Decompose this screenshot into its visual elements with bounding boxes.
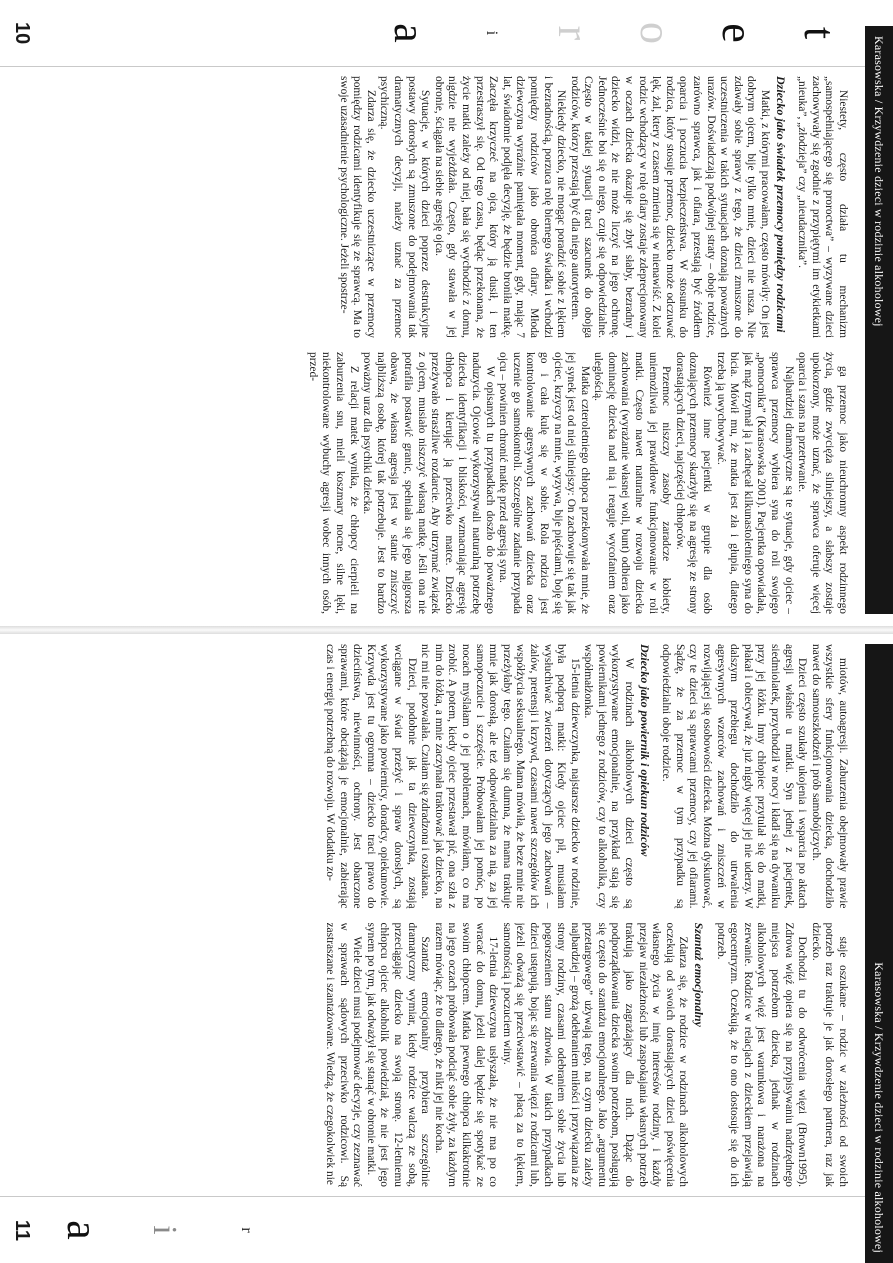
theme-letter: a xyxy=(385,23,434,43)
section-heading: Dziecko jako świadek przemocy pomiędzy rodzicami xyxy=(773,76,788,333)
theme-letter: r xyxy=(549,25,598,41)
text-columns xyxy=(22,644,849,1187)
paragraph: Z relacji matek wynika, że chłopcy cierpieli na zaburzenia snu, mieli koszmary nocne, silne lęki, niekontrolowane wybuchy agresji wobec innych osób, przed- xyxy=(306,352,360,614)
running-header: Karasowska / Krzywdzenie dzieci w rodzinie alkoholowej xyxy=(865,644,893,1263)
paragraph: Wiele dzieci musi podejmować decyzje, czy zeznawać w sprawach sądowych przeciwko rodzicowi. Są zastraszane i szantażowane. Wiedzą, że czegokolwiek nie xyxy=(324,922,364,1187)
left-page xyxy=(0,0,893,626)
paragraph: ga przemoc jako nieuchronny aspekt rodzinnego życia, gdzie zwycięża silniejszy, a słabszy zostaje upokorzony, może uznać, że sprawca oferuje więcej oparcia i szans na przetrwanie. xyxy=(796,352,849,614)
page-number: 11 xyxy=(11,1219,33,1241)
paragraph: Matka czteroletniego chłopca przekonywała mnie, że jej synek jest od niej silniejszy: On zachowuje się tak jak ojciec, krzyczy na mnie, wyzywa, bije pięściami, boję się go i cała kulę się w sobie. Rola rodzica jest kontrolowanie agresywnych zachowań dziecka oraz uczenie go samokontroli. Szczególne zadanie przypada ojcu – powinien chronić matkę przed agresją syna. xyxy=(497,352,591,614)
paragraph: Zdarza się, że rodzice w rodzinach alkoholowych oczekują od swoich dorastających dzieci poświęcenia własnego życia w imię interesów rodziny, i każdy przejaw niezależności lub zaspokajania własnych potrzeb traktują jako zagrażający dla nich. Dążąc do podporządkowania dziecka swoim potrzebom, posługują się często do szantażu emocjonalnego. Jako „argumentu przetargowego” używają tego, na czym dziecku zależy najbardziej – grożą odebraniem miłości i przywiązania ze strony rodziny, czasami odebraniem sobie życia lub pogorszeniem stanu zdrowia. W takich przypadkach dzieci ustępują, bojąc się zerwania więzi z rodzicami lub, jeżeli odważą się przeciwstawić – płacą za to lękiem, samotnością i poczuciem winy. xyxy=(500,922,690,1187)
theme-letter: o xyxy=(631,22,680,44)
theme-letter: e xyxy=(713,23,762,43)
paragraph: Niestety, często działa tu mechanizm „samospełniającego się proroctwa” – wyzywane dzieci zachowywały się zgodnie z przypiętymi im etykietkami „nieuka”, „złodzieja” czy „nieudacznika”. xyxy=(796,76,849,338)
paragraph: Dzieci często szukały ukojenia i wsparcia po aktach agresji właśnie u matki. Syn jednej z pacjentek, siedmiolatek, przychodził w nocy i kładł się na dywaniku przy jej łóżku. Inny chłopiec przytulał się do matki, płakał i obiecywał, że już nigdy więcej jej nie uderzy. W dalszym przebiegu dochodziło do utrwalenia agresywnych wzorców zachowań i zniszczeń w rozwijającej się osobowości dziecka. Można dyskutować, czy te dzieci są sprawcami przemocy, czy jej ofiarami. Sądzę, że za przemoc w tym przypadku są odpowiedzialni oboje rodzice. xyxy=(660,644,809,909)
paragraph: staje oszukane – rodzic w zależności od swoich potrzeb raz traktuje je jak dorosłego partnera, raz jak dziecko. xyxy=(809,922,849,1187)
paragraph: Szantaż emocjonalny przybiera szczególnie dramatyczny wymiar, kiedy rodzice walczą ze sobą, przeciągając dziecko na swoją stronę. 12-letniemu chłopcu ojciec alkoholik powiedział, że nie jest jego synem po tym, jak odważył się stanąć w obronie matki. xyxy=(364,922,432,1187)
paragraph: Sytuacje, w których dzieci poprzez destrukcyjne postawy dorosłych są zmuszone do podejmowania tak dramatycznych decyzji, należy uznać za przemoc psychiczną. xyxy=(378,76,432,338)
gutter xyxy=(0,626,893,634)
paragraph: Dzieci, podobnie jak ta dziewczynka, zostają wciągane w świat przeżyć i spraw dorosłych, są wykorzystywane jako powiernicy, doradcy, opiekunowie. Krzywda jest tu ogromna – dziecko traci prawo do dzieciństwa, niewinności, ochrony. Jest obarczone sprawami, które obciążają je emocjonalnie, zabierając czas i energię potrzebną do rozwoju. W dodatku zo- xyxy=(324,644,418,909)
paragraph: Przemoc niszczy zasoby zaradcze kobiety, uniemożliwia jej prawidłowe funkcjonowanie w roli matki. Często nawet naturalne w rozwoju dziecka zachowania (wyrażanie własnej woli, bunt) odbiera jako dominację dziecka nad nią i reaguje wycofaniem oraz uległością. xyxy=(592,352,673,614)
theme-letters xyxy=(60,1197,268,1263)
theme-letter: i xyxy=(483,30,500,36)
paragraph: Matki, z którymi pracowałam, często mówiły: On jest dobrym ojcem, bije tylko mnie, dzieci nie rusza. Nie zdawały sobie sprawy z tego, że dzieci zmuszone do uczestniczenia w takich sytuacjach doznają poważnych urazów. Doświadczają podwójnej straty – oboje rodzice, zarówno sprawca, jak i ofiara, przestają być źródłem oparcia i poczucia bezpieczeństwa. W stosunku do rodzica, który stosuje przemoc, dziecko może odczuwać lęk, żal, ktery z czasem zmienia się w nienawiść. Z kolei rodzic wchodzący w rolę ofiary zostaje zdeprecjonowany w oczach dziecka okazuje się zbyt słaby, bezradny i dziecko widzi, że nie może liczyć na jego ochronę. Jednocześnie boi się o niego, czuje się odpowiedzialne. Często w takiej sytuacji traci szacunek do obojga rodziców, którzy przestają być dla niego autorytetem. xyxy=(568,76,772,338)
paragraph: W opisanych tu przypadkach doszło do poważnego naduzycia. Ojcowie wykorzystywali naturalną potrzebę dziecka identyfikacji i bliskości, wzmacniając agresję chłopca i kierując ją przeciwko matce. Dziecko przeżywało strasżliwe rozdarcie. Aby utrzymać związek z ojcem, musiało niszczyć własną matkę. Jeśli ona nie potrafiła postawić granic, spełniała się jego najgorsza obawa, że własna agresja jest w stanie zniszczyć najbliższą osobę, której tak potrzebuje. Jest to bardzo poważny uraz dla psychiki dziecka. xyxy=(361,352,496,614)
theme-letter: t xyxy=(795,26,844,40)
paragraph: miotów, autoagresji. Zaburzenia obejmowały prawie wszystkie sfery funkcjonowania dziecka, dochodziło nawet do samouszkodzeń i prób samobójczych. xyxy=(809,644,849,909)
paragraph: Zdarza się, że dziecko uczestniczące w przemocy pomiędzy rodzicami identyfikuje się ze sprawcą. Ma to swoje uzasadnienie psychologiczne. Jeżeli spostrze- xyxy=(337,76,377,338)
theme-letters xyxy=(385,0,844,66)
right-page xyxy=(0,634,893,1263)
paragraph: Niekiedy dziecko, nie mogąc poradzić sobie z lękiem i bezradnością, porzuca rolę biernego świadka i wchodzi pomiędzy rodziców jako obrońca ofiary. Młoda dziewczyna wyraźnie pamiętała moment, gdy, mając 7 lat, świadomie podjęła decyzję, że będzie broniła matkę. Zaczęła krzyczeć na ojca, który ją dusił, i ten przestraszył się. Od tego czasu, będąc przekonana, że życie matki zależy od niej, bała się wychodzić z domu, nigdzie nie wyjeżdżała. Często, gdy stawała w jej obronie, ściągała na siebie agresję ojca. xyxy=(432,76,568,338)
theme-letter: a xyxy=(58,1220,107,1240)
paragraph: W rodzinach alkoholowych dzieci często są wykorzystywane emocjonalnie, na przykład stają się powiernikami jednego z rodziców, czy to alkoholika, czy współmałżonka. xyxy=(582,644,636,909)
paragraph: Dochodzi tu do odwrócenia więzi (Brown1995). Zdrowa więź opiera się na przypisywaniu nadrzędnego miejsca potrzebom dziecka, jednak w rodzinach alkoholowych więź jest warunkowa i narażona na zerwanie. Rodzice w relacjach z dzieckiem przejawiają egocentryzm. Oczekują, że to ono dostosuje się do ich potrzeb. xyxy=(714,922,809,1187)
theme-letter: i xyxy=(146,1225,183,1235)
theme-letter: r xyxy=(238,1227,255,1233)
text-column xyxy=(22,352,849,614)
paragraph: 15-letnia dziewczynka, najstarsze dziecko w rodzinie, była podporą matki: Kiedy ojciec pił, musiałam wysłuchiwać zwierzeń dotyczących jego zachowań – żalów, pretensji i krzywd, czasami nawet szczegółów ich współżycia seksualnego. Mama mówiła, że beze mnie nie przeżyłaby tego. Czułam się dumna, że mama traktuje mnie jak dorosłą, ale też odpowiedzialna za nią, za jej samopoczucie i szczęście. Próbowałam jej pomóc, po nocach myślałam o jej problemach, mówiłam, co ma zrobić. A potem, kiedy ojciec przestawał pić, ona szła z nim do łóżka, a mnie zaczynała traktować jak dziecko, na nic mi nie pozwalała. Czułam się zdradzona i oszukana. xyxy=(419,644,581,909)
page-number: 10 xyxy=(11,22,33,45)
text-columns xyxy=(22,76,849,614)
theme-sidebar xyxy=(0,0,865,67)
paragraph: Najbardziej dramatyczne są te sytuacje, gdy ojciec – sprawca przemocy wybiera syna do roli swojego „pomocnika” (Karasowska 2001). Pacjentka opowiadała, jak mąż trzymał ją i zachęcał kilkunastoletniego syna do bicia. Mówił mu, że matka jest zła i głupia, dlatego trzeba ją uwychowywać. xyxy=(714,352,795,614)
section-heading: Dziecko jako powiernik i opiekun rodziców xyxy=(637,644,652,857)
text-column xyxy=(22,644,849,909)
running-header: Karasowska / Krzywdzenie dzieci w rodzinie alkoholowej xyxy=(865,26,893,614)
text-column xyxy=(22,76,849,338)
theme-sidebar xyxy=(0,1196,865,1263)
paragraph: 17-letnia dziewczyna usłyszała, że nie ma po co wracać do domu, jeżeli dalej będzie się spotykać ze swoim chłopcem. Matka pewnego chłopca kilkakrotnie na jego oczach próbowała podciąć sobie żyły, za każdym razem mówiąc, że to dlatego, że nikt jej nie kocha. xyxy=(432,922,500,1187)
section-heading: Szantaż emocjonalny xyxy=(692,922,707,1027)
paragraph: Również inne pacjentki w grupie dla osób doznających przemocy skarżyły się na agresję ze strony dorastających dzieci, najczęściej chłopców. xyxy=(673,352,714,614)
text-column xyxy=(22,923,849,1188)
